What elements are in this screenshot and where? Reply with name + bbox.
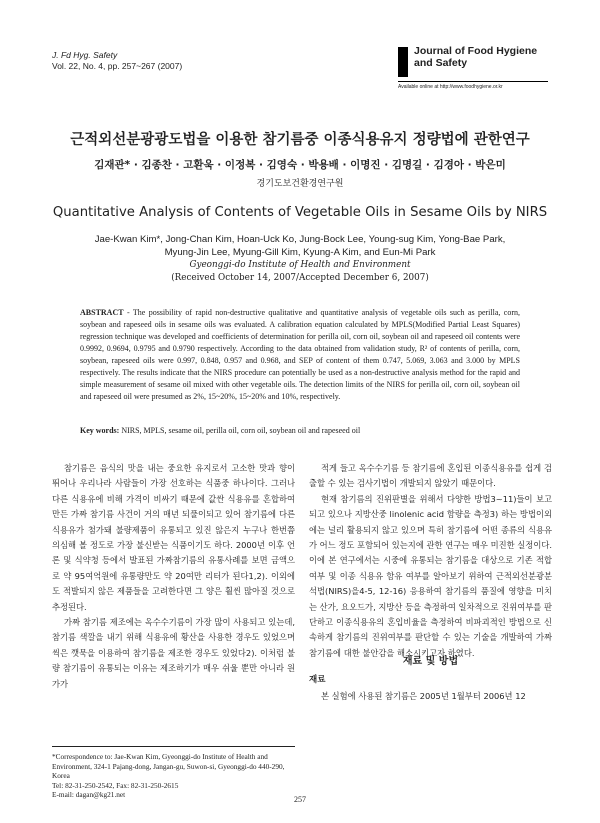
- received-dates: (Received October 14, 2007/Accepted December 6, 2007): [171, 273, 429, 283]
- institution-korean: 경기도보건환경연구원: [256, 179, 344, 189]
- body-paragraph: 가짜 참기름 제조에는 옥수수기름이 가장 많이 사용되고 있는데, 참기름 색깔을 내기 위해 식용유에 황산을 사용한 경우도 있었으며 씩은 깻묵을 이용하여 참기름을 제조한 경우도 있었다2). 이처럼 불량 참기름이 유통되는 이유는 제조하기가 매우 쉬울 뿐만 아니라 원가가: [52, 617, 295, 689]
- institution-english: Gyeonggi-do Institute of Health and Environment: [189, 260, 411, 270]
- journal-abbrev: J. Fd Hyg. Safety: [52, 50, 118, 60]
- body-column-left: [52, 461, 295, 692]
- logo-mark-icon: [398, 47, 408, 77]
- body-paragraph: 현재 참기름의 진위판별을 위해서 다양한 방법3~11)들이 보고되고 있으나 지방산중 linolenic acid 함량을 측정3) 하는 방법이외에는 널리 활용되지 않고 있으며 특히 참기름에 어떤 종류의 식용유가 어느 정도 포함되어 있는지에 관한 연구는 매우 미진한 실정이다. 이에 본 연구에서는 시중에 유통되는 참기름을 대상으로 기존 적합여부 및 이종 식용유 함유 여부를 알아보기 위하여 근적외선분광분석법(NIRS)을4-5, 12-16) 응용하여 참기름의 품질에 영향을 미치는 산가, 요오드가, 지방산 등을 측정하여 일차적으로 진위여부를 판단하고 이종식용유의 혼입비율을 측정하여 비파괴적인 방법으로 신속하게 참기름의 진위여부를 판단할 수 있는 기술을 개발하여 가짜 참기름에 대한 불안감을 해소시키고자 하였다.: [309, 493, 552, 658]
- subsection-heading-materials: 재료: [309, 675, 326, 685]
- body-paragraph: 적게 들고 옥수수기름 등 참기름에 혼입된 이종식용유를 쉽게 검출할 수 있는 검사기법이 개발되지 않았기 때문이다.: [309, 463, 552, 489]
- authors-english: [90, 233, 510, 259]
- keywords-text: NIRS, MPLS, sesame oil, perilla oil, corn oil, soybean oil and rapeseed oil: [119, 426, 361, 435]
- keywords-label: Key words:: [80, 426, 120, 435]
- abstract: [80, 307, 520, 403]
- footnote-phone: Tel: 82-31-250-2542, Fax: 82-31-250-2615: [52, 780, 179, 790]
- correspondence-footnote: [52, 752, 295, 800]
- authors-korean: 김재관* · 김종찬 · 고환욱 · 이정복 · 김영숙 · 박용배 · 이명진 · 김명길 · 김경아 · 박은미: [94, 159, 506, 171]
- title-korean: 근적외선분광광도법을 이용한 참기름중 이종식용유지 정량법에 관한연구: [70, 132, 530, 148]
- keywords: [80, 426, 520, 435]
- abstract-label: ABSTRACT: [80, 308, 124, 317]
- footnote-address: *Correspondence to: Jae-Kwan Kim, Gyeonggi-do Institute of Health and Environment, 324-1 Pajang-dong, Jangan-gu, Suwon-si, Gyeonggi-do 440-290, Korea: [52, 752, 285, 781]
- authors-english-line-2: Myung-Jin Lee, Myung-Gill Kim, Kyung-A Kim, and Eun-Mi Park: [164, 247, 436, 258]
- logo-line-1: Journal of Food Hygiene: [414, 45, 538, 57]
- page-number: 257: [294, 795, 306, 804]
- journal-logo: [398, 45, 548, 90]
- body-column-right: [309, 461, 552, 661]
- authors-english-line-1: Jae-Kwan Kim*, Jong-Chan Kim, Hoan-Uck Ko, Jung-Bock Lee, Young-sug Kim, Yong-Bae Park,: [94, 234, 506, 245]
- body-paragraph: 본 실험에 사용된 참기름은 2005년 1월부터 2006년 12: [321, 691, 526, 701]
- abstract-text: - The possibility of rapid non-destructive qualitative and quantitative analysis of vegetable oils such as perilla, corn, soybean and rapeseed oils in sesame oils was evaluated. A calibration equation calculated by MPLS(Modified Partial Least Squares) regression technique was developed and coefficients of determination for perilla oil, corn oil, soybean oil and rapeseed oil contents were 0.9992, 0.9694, 0.9795 and 0.9790 respectively. According to the data obtained from validation study, R² of contents of perilla, corn, soybean, rapeseed oils were 0.997, 0.848, 0.957 and 0.968, and SEP of content of them 0.747, 5.069, 3.063 and 3.000 by MPLS respectively. The results indicate that the NIRS procedure can potentially be used as a non-destructive analysis method for the rapid and simple measurement of sesame oil mixed with other vegetable oils. The detection limits of the NIRS for perilla oil, corn oil, soybean oil and rapeseed oil were presumed as 2%, 15~20%, 15~20% and 10%, respectively.: [80, 308, 520, 401]
- title-english: Quantitative Analysis of Contents of Vegetable Oils in Sesame Oils by NIRS: [52, 205, 548, 220]
- journal-header: [52, 50, 182, 72]
- logo-line-2: and Safety: [414, 57, 468, 69]
- footnote-email[interactable]: E-mail: dagan@kg21.net: [52, 790, 126, 800]
- volume-info: Vol. 22, No. 4, pp. 257~267 (2007): [52, 61, 183, 71]
- body-paragraph: 참기름은 음식의 맛을 내는 중요한 유지로서 고소한 맛과 향이 뛰어나 우리나라 사람들이 가장 선호하는 식품중 하나이다. 그러나 다른 식용유에 비해 가격이 비싸기 때문에 값싼 식용유를 혼합하여 만든 가짜 참기름 사건이 거의 매년 되풀이되고 있어 참기름에 다른 식용유가 첨가돼 불량제품이 유통되고 있진 않은지 누구나 한번쯤 의심해 볼 정도로 가장 불신받는 식품이기도 하다. 2000년 이후 언론 및 식약청 등에서 발표된 가짜참기름의 유통사례를 보면 금액으로 약 95여억원에 유통량만도 약 20여만 리터가 된다1,2). 이외에도 적발되지 않은 제품들을 고려한다면 그 양은 훨씬 많아질 것으로 추정된다.: [52, 463, 295, 612]
- available-online-link[interactable]: Available online at http://www.foodhygiene.or.kr: [398, 81, 548, 90]
- footnote-divider: [52, 746, 295, 747]
- section-heading-materials-methods: 재료 및 방법: [402, 656, 459, 667]
